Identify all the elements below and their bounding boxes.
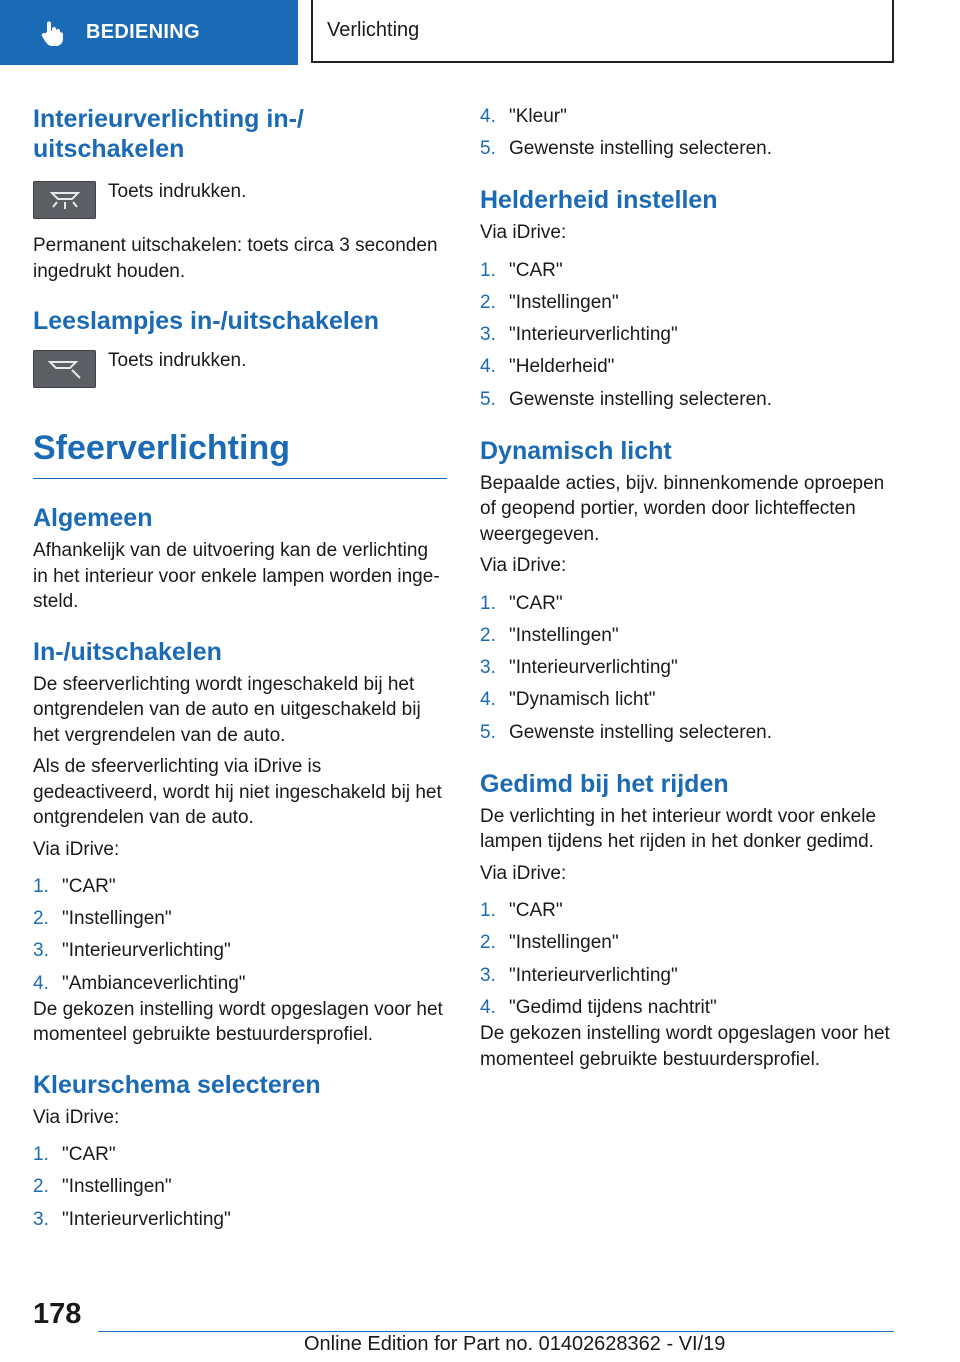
list-item: 2. "Instellingen" (33, 1176, 172, 1198)
scheme-steps-continued (480, 104, 900, 168)
reading-icon-caption: Toets indrukken. (108, 350, 247, 371)
dynamic-title: Dynamisch licht (480, 436, 672, 465)
footer-divider (98, 1331, 894, 1332)
dynamic-steps (480, 591, 900, 752)
switch-title: In-/uitschakelen (33, 637, 222, 666)
dynamic-text: Bepaalde acties, bijv. binnenkomende oproepen of geopend portier, worden door lichteffecten weergegeven. (480, 472, 885, 545)
list-item: 2. "Instellingen" (480, 625, 619, 646)
general-text: Afhankelijk van de uitvoering kan de verlichting in het interieur voor enkele lampen worden ingesteld. (33, 540, 440, 612)
dimmed-steps (480, 898, 900, 1027)
section-header (311, 0, 894, 63)
list-item: 3. "Interieurverlichting" (480, 964, 678, 986)
interior-text: Permanent uitschakelen: toets circa 3 seconden ingedrukt houden. (33, 235, 438, 282)
list-item: 2. "Instellingen" (480, 932, 619, 954)
list-item: 4. "Dynamisch licht" (480, 689, 656, 711)
page-number: 178 (33, 1298, 82, 1330)
ambient-divider (33, 478, 447, 479)
list-item: 5. Gewenste instelling selecteren. (480, 388, 772, 410)
interior-title-line2: uitschakelen (33, 135, 185, 163)
list-item: 5. Gewenste instelling selecteren. (480, 138, 772, 160)
reading-light-button-icon (33, 350, 96, 388)
interior-title (33, 104, 447, 164)
list-item: 1. "CAR" (33, 876, 116, 897)
reading-icon-row (33, 350, 447, 388)
list-item: 4. "Gedimd tijdens nachtrit" (480, 996, 717, 1018)
dimmed-text: De verlichting in het interieur wordt voor enkele lampen tijdens het rijden in het donker gedimd. (480, 805, 877, 853)
section-label: Verlichting (327, 19, 420, 41)
scheme-title: Kleurschema selecteren (33, 1070, 321, 1099)
dimmed-title: Gedimd bij het rijden (480, 769, 729, 798)
list-item: 1. "CAR" (480, 592, 563, 614)
interior-title-line1: Interieurverlichting in-/ (33, 105, 304, 133)
list-item: 2. "Instellingen" (480, 292, 619, 314)
list-item: 4. "Kleur" (480, 106, 567, 127)
switch-text2: Als de sfeerverlichting via iDrive is gedeactiveerd, wordt hij niet ingeschakeld bij het ontgrendelen van de auto. (33, 756, 442, 828)
switch-text1: De sfeerverlichting wordt ingeschakeld bij het ontgrendelen van de auto en uitgeschakeld bij het vergrendelen van de auto. (33, 673, 421, 746)
list-item: 4. "Helderheid" (480, 356, 615, 378)
list-item: 3. "Interieurverlichting" (33, 940, 231, 962)
edition-text: Online Edition for Part no. 01402628362 - VI/19 (304, 1333, 726, 1355)
ambient-title: Sfeerverlichting (33, 429, 290, 467)
switch-via: Via iDrive: (33, 838, 120, 860)
brightness-via: Via iDrive: (480, 222, 567, 244)
interior-icon-row (33, 181, 447, 219)
dimmed-note: De gekozen instelling wordt opgeslagen voor het momenteel gebruikte bestuurdersprofiel. (480, 1023, 890, 1070)
chapter-tab (0, 0, 298, 65)
brightness-steps (480, 258, 900, 419)
switch-note: De gekozen instelling wordt opgeslagen voor het momenteel gebruikte bestuurdersprofiel. (33, 998, 443, 1046)
list-item: 4. "Ambianceverlichting" (33, 972, 246, 994)
list-item: 3. "Interieurverlichting" (480, 324, 678, 346)
list-item: 3. "Interieurverlichting" (480, 657, 678, 679)
list-item: 1. "CAR" (480, 259, 563, 281)
list-item: 3. "Interieurverlichting" (33, 1208, 231, 1230)
scheme-steps (33, 1142, 447, 1239)
chapter-label: BEDIENING (86, 21, 200, 43)
dynamic-via: Via iDrive: (480, 555, 567, 577)
list-item: 1. "CAR" (33, 1144, 116, 1166)
interior-icon-caption: Toets indrukken. (108, 181, 247, 202)
interior-light-button-icon (33, 181, 96, 219)
scheme-via: Via iDrive: (33, 1106, 120, 1128)
reading-title: Leeslampjes in-/uitschakelen (33, 307, 379, 335)
brightness-title: Helderheid instellen (480, 186, 718, 215)
switch-steps (33, 874, 447, 1003)
list-item: 2. "Instellingen" (33, 908, 172, 930)
list-item: 1. "CAR" (480, 900, 563, 922)
left-column (33, 100, 447, 1239)
hand-pointer-icon (38, 19, 66, 47)
dimmed-via: Via iDrive: (480, 862, 567, 884)
general-title: Algemeen (33, 504, 153, 532)
right-column (480, 100, 900, 1072)
list-item: 5. Gewenste instelling selecteren. (480, 721, 772, 743)
